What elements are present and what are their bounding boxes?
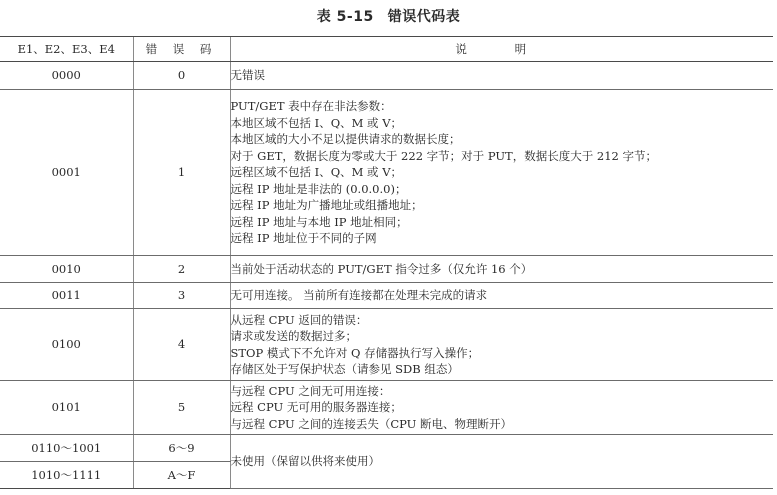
description-cell <box>230 256 773 283</box>
description-cell <box>230 381 773 435</box>
description-line: 对于 GET，数据长度为零或大于 222 字节；对于 PUT，数据长度大于 212 字节； <box>230 148 657 163</box>
code-cell: 2 <box>133 256 230 283</box>
table-row <box>0 309 773 381</box>
description-cell <box>230 90 773 256</box>
table-row <box>0 62 773 90</box>
code-cell: 0 <box>133 62 230 90</box>
table-row <box>0 435 773 462</box>
description-cell <box>230 435 773 489</box>
description-line: 未使用（保留以供将来使用） <box>230 454 380 469</box>
table-row <box>0 90 773 256</box>
bits-cell: 0100 <box>0 309 133 381</box>
bits-cell: 1010～1111 <box>0 462 133 489</box>
description-line: 本地区域不包括 I、Q、M 或 V； <box>230 115 403 130</box>
header-row <box>0 37 773 62</box>
description-line: PUT/GET 表中存在非法参数： <box>230 99 392 114</box>
code-cell: 5 <box>133 381 230 435</box>
header-code: 错 误 码 <box>133 37 230 62</box>
description-line: 存储区处于写保护状态（请参见 SDB 组态） <box>230 362 459 376</box>
description-line: 本地区域的大小不足以提供请求的数据长度； <box>230 132 461 147</box>
bits-cell: 0101 <box>0 381 133 435</box>
table-row <box>0 381 773 435</box>
description-line: 远程 IP 地址位于不同的子网 <box>230 231 377 246</box>
description-line: 请求或发送的数据过多； <box>230 329 357 343</box>
description-cell <box>230 309 773 381</box>
description-cell <box>230 62 773 90</box>
bits-cell: 0000 <box>0 62 133 90</box>
table-row <box>0 256 773 283</box>
description-line: 无错误 <box>230 68 265 83</box>
bits-cell: 0110～1001 <box>0 435 133 462</box>
description-line: 远程 IP 地址是非法的 (0.0.0.0)； <box>230 181 407 196</box>
description-line: STOP 模式下不允许对 Q 存储器执行写入操作； <box>230 345 480 360</box>
description-line: 远程 IP 地址与本地 IP 地址相同； <box>230 214 408 229</box>
description-line: 与远程 CPU 之间的连接丢失（CPU 断电、物理断开） <box>230 416 513 431</box>
header-description: 说 明 <box>230 37 773 62</box>
description-line: 从远程 CPU 返回的错误： <box>230 312 368 327</box>
table-row <box>0 283 773 309</box>
table-title: 错误代码表 <box>387 9 461 25</box>
code-cell: 3 <box>133 283 230 309</box>
code-cell: 6～9 <box>133 435 230 462</box>
error-code-table <box>0 36 773 489</box>
description-cell <box>230 283 773 309</box>
code-cell: A～F <box>133 462 230 489</box>
description-line: 远程 IP 地址为广播地址或组播地址； <box>230 198 423 213</box>
table-number: 表 5-15 <box>316 9 374 25</box>
description-line: 与远程 CPU 之间无可用连接： <box>230 383 391 398</box>
description-line: 当前处于活动状态的 PUT/GET 指令过多（仅允许 16 个） <box>230 261 533 276</box>
description-line: 无可用连接。 当前所有连接都在处理未完成的请求 <box>230 288 488 303</box>
description-line: 远程区域不包括 I、Q、M 或 V； <box>230 165 403 180</box>
code-cell: 4 <box>133 309 230 381</box>
header-bits: E1、E2、E3、E4 <box>0 37 133 62</box>
bits-cell: 0010 <box>0 256 133 283</box>
code-cell: 1 <box>133 90 230 256</box>
bits-cell: 0001 <box>0 90 133 256</box>
description-line: 远程 CPU 无可用的服务器连接； <box>230 400 402 415</box>
bits-cell: 0011 <box>0 283 133 309</box>
table-caption <box>0 6 777 26</box>
